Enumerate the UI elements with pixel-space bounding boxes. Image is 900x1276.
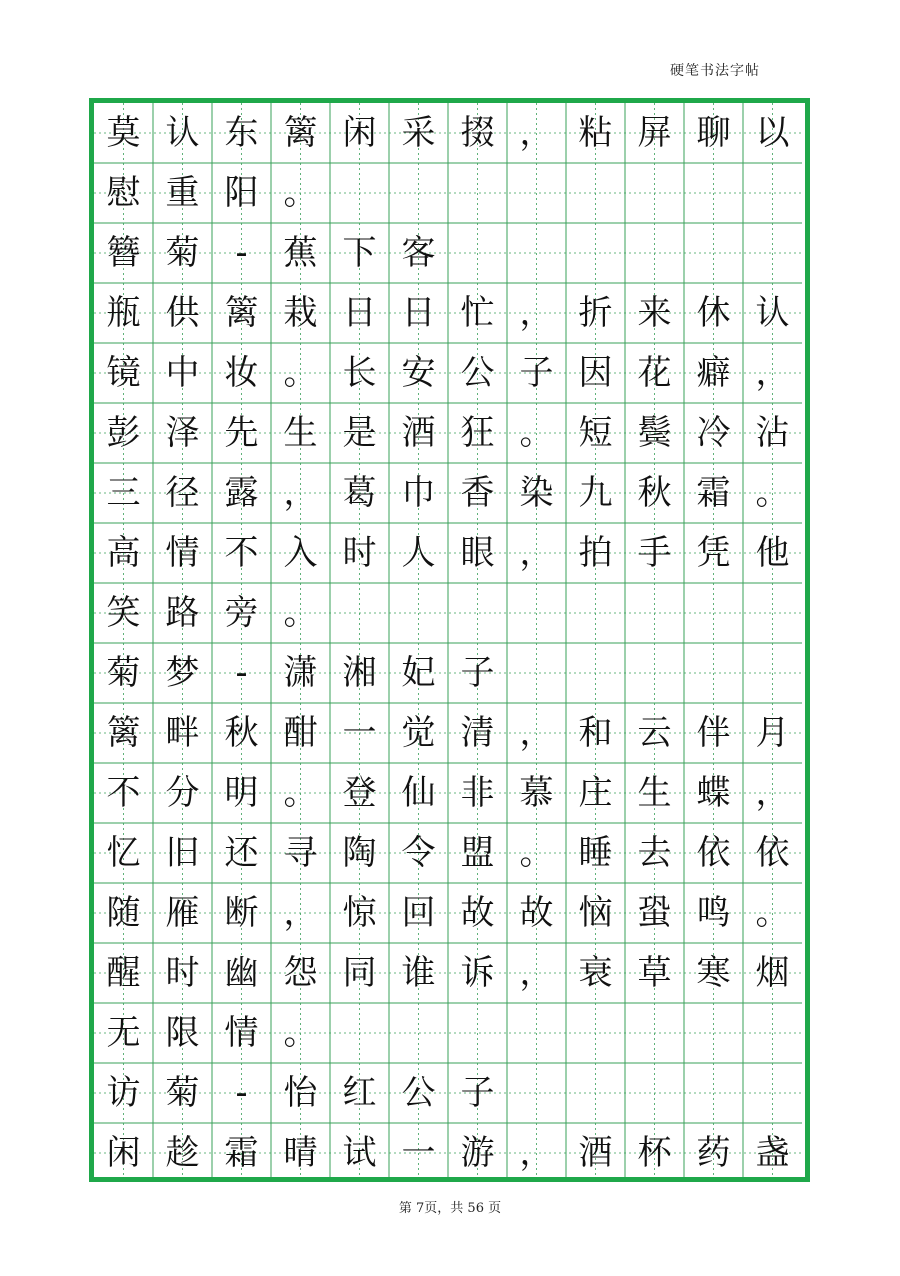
character-cell: 红 [342,1073,377,1113]
character-cell: 故 [460,893,495,933]
character-cell: 仙 [401,773,436,813]
character-cell: 蛩 [637,893,672,933]
character-cell: 篱 [224,293,259,333]
character-cell: 秋 [637,473,672,513]
character-cell: 不 [224,533,259,573]
character-cell: 不 [106,773,141,813]
text-row [94,403,805,463]
character-cell: 路 [165,593,200,633]
character-cell: 粘 [578,113,613,153]
character-cell: 去 [637,833,672,873]
character-cell: 凭 [696,533,731,573]
character-cell: 阳 [224,173,259,213]
character-cell: 生 [637,773,672,813]
character-cell: 谁 [401,953,436,993]
character-cell: 掇 [460,113,495,153]
character-cell: 酒 [401,413,436,453]
character-cell: 闲 [342,113,377,153]
character-cell: 公 [460,353,495,393]
character-cell: 来 [637,293,672,333]
character-cell: 东 [224,113,259,153]
text-row [94,283,805,343]
character-rows [94,103,805,1177]
character-cell: 子 [460,653,495,693]
character-cell: 醒 [106,953,141,993]
character-cell: 随 [106,893,141,933]
character-cell: ， [519,1133,554,1173]
character-cell: 。 [283,1013,318,1053]
text-row [94,343,805,403]
character-cell: 酒 [578,1133,613,1173]
character-cell: 。 [519,833,554,873]
character-cell: 惊 [342,893,377,933]
character-cell: 屏 [637,113,672,153]
character-cell: 他 [755,533,790,573]
character-cell: 一 [342,713,377,753]
character-cell: - [235,1073,248,1113]
character-cell: 怡 [283,1073,318,1113]
text-row [94,883,805,943]
character-cell: 篱 [283,113,318,153]
character-cell: 旧 [165,833,200,873]
character-cell: 烟 [755,953,790,993]
character-cell: 湘 [342,653,377,693]
character-cell: 供 [165,293,200,333]
character-cell: 泽 [165,413,200,453]
character-cell: 三 [106,473,141,513]
character-cell: 长 [342,353,377,393]
page-footer: 第 7页，共 56 页 [398,1201,502,1216]
character-cell: 同 [342,953,377,993]
character-cell: 鬓 [637,413,672,453]
character-cell: 时 [165,953,200,993]
character-cell: 生 [283,413,318,453]
character-cell: 妆 [224,353,259,393]
character-cell: 日 [342,293,377,333]
character-cell: 盟 [460,833,495,873]
character-cell: 。 [283,593,318,633]
character-cell: 下 [342,233,377,273]
character-cell: ， [283,473,318,513]
character-cell: 篱 [106,713,141,753]
character-cell: 时 [342,533,377,573]
character-cell: 秋 [224,713,259,753]
character-cell: 重 [165,173,200,213]
text-row [94,643,805,703]
character-cell: 。 [283,773,318,813]
character-cell: 限 [165,1013,200,1053]
character-cell: 香 [460,473,495,513]
text-row [94,103,805,163]
character-cell: 是 [342,413,377,453]
character-cell: 霜 [224,1133,259,1173]
character-cell: 和 [578,713,613,753]
character-cell: 人 [401,533,436,573]
character-cell: 雁 [165,893,200,933]
character-cell: 伴 [696,713,731,753]
character-cell: 诉 [460,953,495,993]
character-cell: 折 [578,293,613,333]
character-cell: 霜 [696,473,731,513]
character-cell: 酣 [283,713,318,753]
text-row [94,703,805,763]
character-cell: 瓶 [106,293,141,333]
character-cell: 狂 [460,413,495,453]
character-cell: 依 [755,833,790,873]
character-cell: 公 [401,1073,436,1113]
character-cell: 径 [165,473,200,513]
character-cell: 明 [224,773,259,813]
character-cell: 簪 [106,233,141,273]
character-cell: 断 [224,893,259,933]
character-cell: 梦 [165,653,200,693]
character-cell: 觉 [401,713,436,753]
character-cell: 采 [401,113,436,153]
character-cell: 子 [519,353,554,393]
character-cell: 葛 [342,473,377,513]
character-cell: 潇 [283,653,318,693]
character-cell: 。 [283,353,318,393]
character-cell: 镜 [106,353,141,393]
text-row [94,763,805,823]
character-cell: 情 [224,1013,259,1053]
character-cell: 眼 [460,533,495,573]
text-row [94,463,805,523]
character-cell: 。 [755,893,790,933]
text-row [94,823,805,883]
character-cell: 。 [283,173,318,213]
character-cell: 睡 [578,833,613,873]
character-cell: 日 [401,293,436,333]
character-cell: 情 [165,533,200,573]
character-cell: 莫 [106,113,141,153]
character-cell: 还 [224,833,259,873]
character-cell: 拍 [578,533,613,573]
character-cell: 先 [224,413,259,453]
character-cell: - [235,233,248,273]
character-cell: 登 [342,773,377,813]
character-cell: 。 [755,473,790,513]
character-cell: 杯 [637,1133,672,1173]
character-cell: 忙 [460,293,495,333]
header-title: 硬笔书法字帖 [670,63,760,79]
character-cell: 畔 [165,713,200,753]
text-row [94,943,805,1003]
character-cell: 试 [342,1133,377,1173]
character-cell: 花 [637,353,672,393]
character-cell: 菊 [165,1073,200,1113]
character-cell: ， [283,893,318,933]
character-cell: 高 [106,533,141,573]
character-cell: 怨 [283,953,318,993]
character-cell: 因 [578,353,613,393]
character-cell: 回 [401,893,436,933]
copybook-sheet [89,98,810,1182]
character-cell: 闲 [106,1133,141,1173]
character-cell: 鸣 [696,893,731,933]
character-cell: 露 [224,473,259,513]
character-cell: 蝶 [696,773,731,813]
character-cell: 清 [460,713,495,753]
character-cell: 认 [165,113,200,153]
character-cell: 令 [401,833,436,873]
character-cell: 一 [401,1133,436,1173]
character-cell: 庄 [578,773,613,813]
character-cell: 。 [519,413,554,453]
character-cell: 沾 [755,413,790,453]
character-cell: 衰 [578,953,613,993]
character-cell: 染 [519,473,554,513]
character-cell: - [235,653,248,693]
character-cell: 草 [637,953,672,993]
character-cell: 月 [755,713,790,753]
text-row [94,223,805,283]
text-row [94,583,805,643]
text-row [94,1063,805,1123]
character-cell: ， [519,533,554,573]
character-cell: 子 [460,1073,495,1113]
text-row [94,1003,805,1063]
character-cell: 聊 [696,113,731,153]
character-cell: ， [755,353,790,393]
character-cell: 以 [755,113,790,153]
character-cell: 入 [283,533,318,573]
character-cell: 九 [578,473,613,513]
character-cell: ， [519,713,554,753]
character-cell: 访 [106,1073,141,1113]
character-cell: 药 [696,1133,731,1173]
text-row [94,523,805,583]
character-cell: 分 [165,773,200,813]
character-cell: 安 [401,353,436,393]
character-cell: 蕉 [283,233,318,273]
character-cell: 菊 [106,653,141,693]
character-cell: 旁 [224,593,259,633]
character-cell: ， [519,113,554,153]
character-cell: 游 [460,1133,495,1173]
character-cell: 客 [401,233,436,273]
character-cell: 忆 [106,833,141,873]
character-cell: 栽 [283,293,318,333]
character-cell: 幽 [224,953,259,993]
character-cell: 非 [460,773,495,813]
text-row [94,163,805,223]
character-cell: 云 [637,713,672,753]
character-cell: 慰 [106,173,141,213]
character-cell: 冷 [696,413,731,453]
character-cell: ， [755,773,790,813]
character-cell: 盏 [755,1133,790,1173]
character-cell: 寻 [283,833,318,873]
character-cell: 癖 [696,353,731,393]
character-cell: ， [519,293,554,333]
character-cell: 妃 [401,653,436,693]
character-cell: 巾 [401,473,436,513]
character-cell: 菊 [165,233,200,273]
character-cell: 恼 [578,893,613,933]
character-cell: 寒 [696,953,731,993]
character-cell: 休 [696,293,731,333]
character-cell: 中 [165,353,200,393]
character-cell: 手 [637,533,672,573]
character-cell: ， [519,953,554,993]
character-cell: 无 [106,1013,141,1053]
character-cell: 慕 [519,773,554,813]
character-cell: 短 [578,413,613,453]
character-cell: 彭 [106,413,141,453]
character-cell: 笑 [106,593,141,633]
character-cell: 依 [696,833,731,873]
character-cell: 晴 [283,1133,318,1173]
text-row [94,1123,805,1182]
character-cell: 陶 [342,833,377,873]
character-cell: 认 [755,293,790,333]
character-cell: 趁 [165,1133,200,1173]
character-cell: 故 [519,893,554,933]
